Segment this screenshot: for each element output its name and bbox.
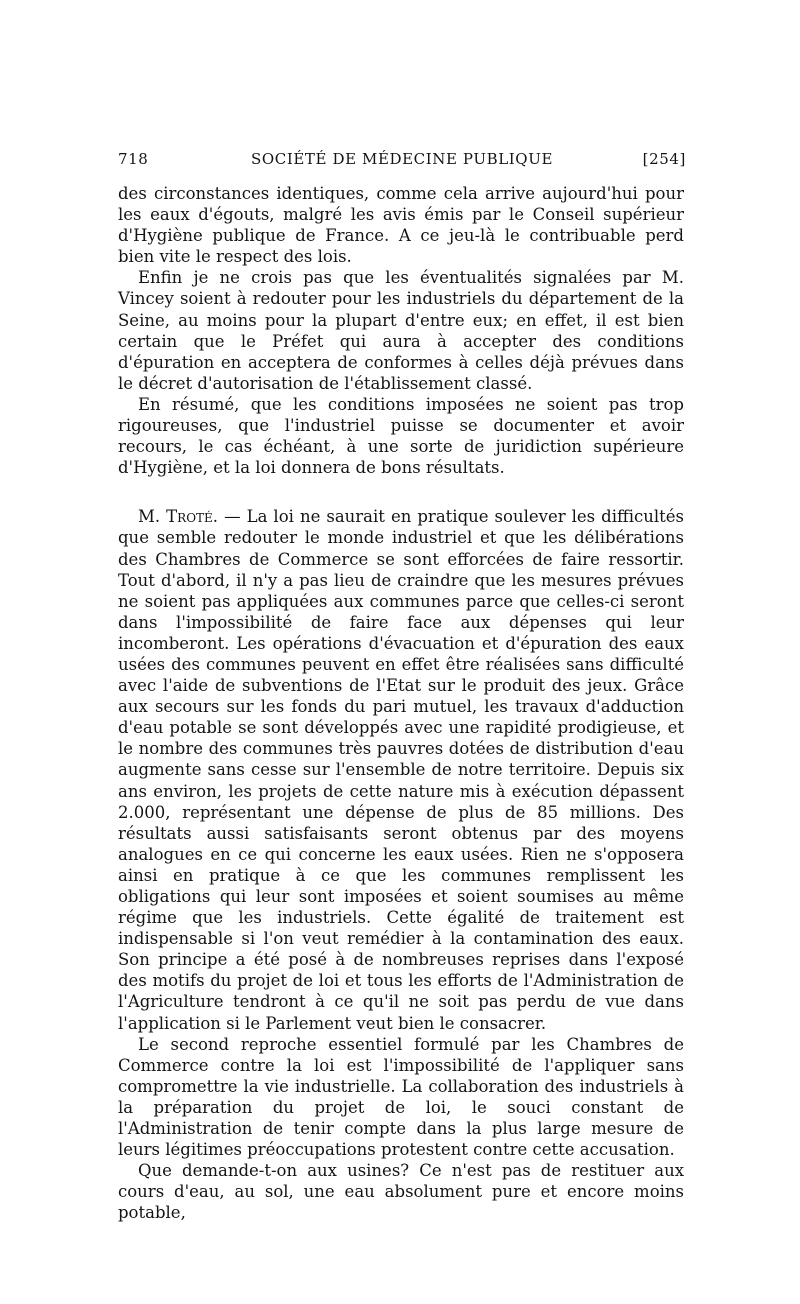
paragraph-3: En résumé, que les conditions imposées ne soient pas trop rigoureuses, que l'industriel puisse se documenter et avoir recours, le cas échéant, à une sorte de juridiction supérieure d'Hygiène, et la loi donnera de bons résultats. <box>118 394 684 478</box>
paragraph-5: Le second reproche essentiel formulé par les Chambres de Commerce contre la loi est l'impossibilité de l'appliquer sans compromettre la vie industrielle. La collaboration des industriels à la préparation du projet de loi, le souci constant de l'Administration de tenir compte dans la plus large mesure de leurs légitimes préoccupations protestent contre cette accusation. <box>118 1034 684 1160</box>
paragraph-4-text: — La loi ne saurait en pratique soulever les difficultés que semble redouter le monde industriel et que les délibérations des Chambres de Commerce se sont efforcées de faire ressortir. Tout d'abord, il n'y a pas lieu de craindre que les mesures prévues ne soient pas appliquées aux communes parce que celles-ci seront dans l'impossibilité de faire face aux dépenses qui leur incomberont. Les opérations d'évacuation et d'épuration des eaux usées des communes peuvent en effet être réalisées sans difficulté avec l'aide de subventions de l'Etat sur le produit des jeux. Grâce aux secours sur les fonds du pari mutuel, les travaux d'adduction d'eau potable se sont développés avec une rapidité prodigieuse, et le nombre des communes très pauvres dotées de distribution d'eau augmente sans cesse sur l'ensemble de notre territoire. Depuis six ans environ, les projets de cette nature mis à exécution dépassent 2.000, représentant une dépense de plus de 85 millions. Des résultats aussi satisfaisants seront obtenus par des moyens analogues en ce qui concerne les eaux usées. Rien ne s'opposera ainsi en pratique à ce que les communes remplissent les obligations qui leur sont imposées et soient soumises au même régime que les industriels. Cette égalité de traitement est indispensable si l'on veut remédier à la contamination des eaux. Son principe a été posé à de nombreuses reprises dans l'exposé des motifs du projet de loi et tous les efforts de l'Administration de l'Agriculture tendront à ce qu'il ne soit pas perdu de vue dans l'application si le Parlement veut bien le consacrer. <box>118 507 684 1033</box>
paragraph-1: des circonstances identiques, comme cela arrive aujourd'hui pour les eaux d'égouts, malgré les avis émis par le Conseil supérieur d'Hygiène publique de France. A ce jeu-là le contribuable perd bien vite le respect des lois. <box>118 184 684 267</box>
paragraph-4 <box>118 506 684 1033</box>
paragraph-6: Que demande-t-on aux usines? Ce n'est pas de restituer aux cours d'eau, au sol, une eau absolument pure et encore moins potable, <box>118 1161 684 1223</box>
speaker-name: M. Troté. <box>138 507 219 527</box>
paragraph-2: Enfin je ne crois pas que les éventualités signalées par M. Vincey soient à redouter pour les industriels du département de la Seine, au moins pour la plupart d'entre eux; en effet, il est bien certain que le Préfet qui aura à accepter des conditions d'épuration en acceptera de conformes à celles déjà prévues dans le décret d'autorisation de l'établissement classé. <box>118 268 684 393</box>
running-title: SOCIÉTÉ DE MÉDECINE PUBLIQUE <box>251 150 553 168</box>
page-header <box>118 150 686 172</box>
page-body <box>118 183 684 1224</box>
page-reference: [254] <box>642 150 686 168</box>
page-number: 718 <box>118 150 149 168</box>
